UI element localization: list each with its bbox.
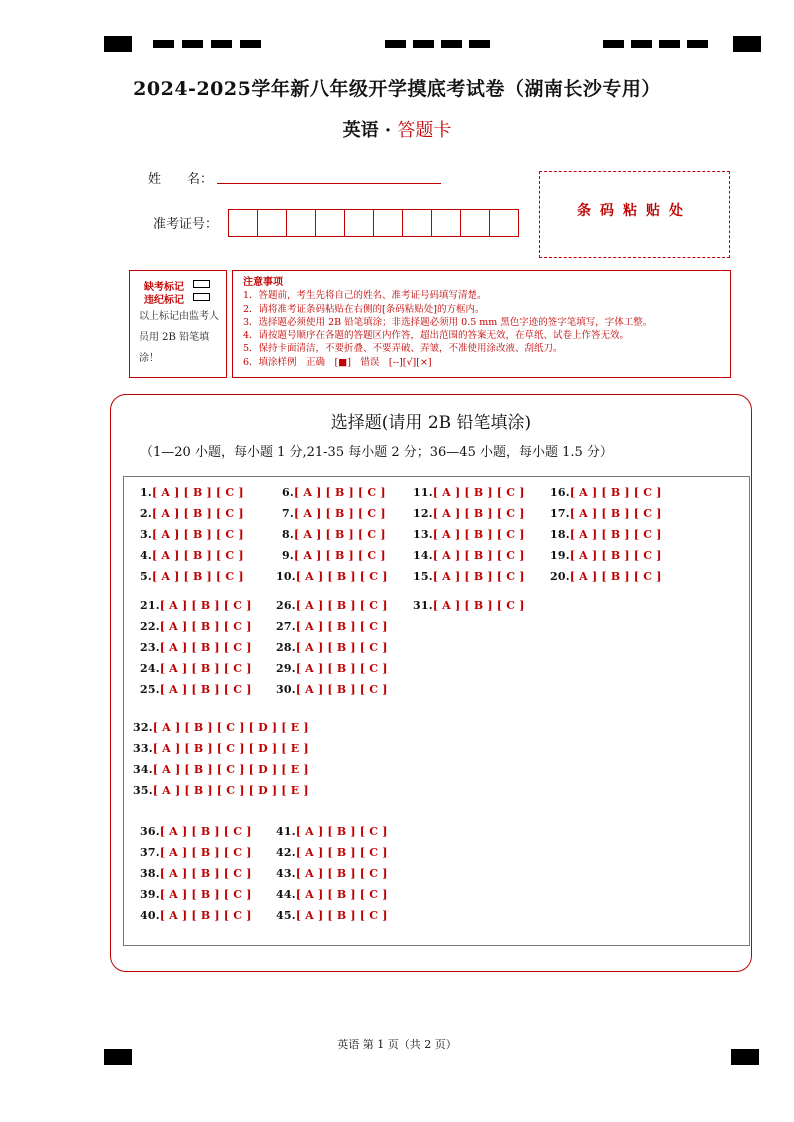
answer-options[interactable]: [ A ] [ B ] [ C ] <box>293 528 386 541</box>
answer-options[interactable]: [ A ] [ B ] [ C ] <box>151 486 244 499</box>
answer-options[interactable]: [ A ] [ B ] [ C ] <box>159 620 252 633</box>
proctor-note: 以上标记由监考人员用 2B 铅笔填涂！ <box>139 311 219 364</box>
timing-mark <box>469 40 490 48</box>
question-row[interactable] <box>276 641 388 654</box>
answer-options[interactable]: [ A ] [ B ] [ C ] <box>432 507 525 520</box>
exam-id-cell[interactable] <box>432 210 461 236</box>
answer-options[interactable]: [ A ] [ B ] [ C ] <box>159 599 252 612</box>
answer-options[interactable]: [ A ] [ B ] [ C ] <box>569 528 662 541</box>
name-label: 姓 名： <box>148 172 214 187</box>
question-row[interactable] <box>140 570 244 583</box>
question-number: 41. <box>276 825 296 838</box>
question-row[interactable] <box>550 507 662 520</box>
timing-mark <box>240 40 261 48</box>
answer-options[interactable]: [ A ] [ B ] [ C ] <box>295 662 388 675</box>
answer-options[interactable]: [ A ] [ B ] [ C ] <box>159 846 252 859</box>
question-number: 21. <box>140 599 160 612</box>
absent-checkbox[interactable] <box>193 280 210 288</box>
question-row[interactable] <box>413 507 525 520</box>
answer-options[interactable]: [ A ] [ B ] [ C ] [ D ] [ E ] <box>152 742 309 755</box>
timing-mark <box>659 40 680 48</box>
question-row[interactable] <box>550 528 662 541</box>
question-row[interactable] <box>276 888 388 901</box>
answer-options[interactable]: [ A ] [ B ] [ C ] <box>293 507 386 520</box>
answer-options[interactable]: [ A ] [ B ] [ C ] <box>295 909 388 922</box>
exam-id-cell[interactable] <box>490 210 518 236</box>
answer-options[interactable]: [ A ] [ B ] [ C ] <box>293 486 386 499</box>
corner-mark-top-right <box>733 36 761 52</box>
question-number: 9. <box>282 549 294 562</box>
question-number: 2. <box>140 507 152 520</box>
question-number: 40. <box>140 909 160 922</box>
question-number: 10. <box>276 570 296 583</box>
question-number: 44. <box>276 888 296 901</box>
question-row[interactable] <box>276 570 388 583</box>
question-number: 15. <box>413 570 433 583</box>
question-number: 12. <box>413 507 433 520</box>
question-number: 28. <box>276 641 296 654</box>
question-number: 4. <box>140 549 152 562</box>
question-row[interactable] <box>276 599 388 612</box>
answer-options[interactable]: [ A ] [ B ] [ C ] <box>295 620 388 633</box>
answer-options[interactable]: [ A ] [ B ] [ C ] <box>151 528 244 541</box>
exam-id-boxes[interactable] <box>228 209 519 237</box>
answer-options[interactable]: [ A ] [ B ] [ C ] <box>159 888 252 901</box>
question-row[interactable] <box>550 486 662 499</box>
page-title: 2024-2025学年新八年级开学摸底考试卷（湖南长沙专用） <box>133 78 661 100</box>
answer-options[interactable]: [ A ] [ B ] [ C ] <box>295 599 388 612</box>
question-number: 30. <box>276 683 296 696</box>
answer-options[interactable]: [ A ] [ B ] [ C ] <box>159 825 252 838</box>
question-number: 37. <box>140 846 160 859</box>
question-row[interactable] <box>133 784 309 797</box>
mc-instructions: （1—20 小题，每小题 1 分,21-35 每小题 2 分；36—45 小题，每小题 1.5 分） <box>140 445 613 460</box>
violation-mark-label: 违纪标记 <box>144 295 184 306</box>
question-row[interactable] <box>550 549 662 562</box>
violation-checkbox[interactable] <box>193 293 210 301</box>
answer-options[interactable]: [ A ] [ B ] [ C ] <box>432 486 525 499</box>
question-row[interactable] <box>276 825 388 838</box>
question-row[interactable] <box>550 570 662 583</box>
timing-mark <box>631 40 652 48</box>
answer-options[interactable]: [ A ] [ B ] [ C ] <box>151 549 244 562</box>
question-row[interactable] <box>276 846 388 859</box>
question-number: 31. <box>413 599 433 612</box>
question-row[interactable] <box>140 867 252 880</box>
answer-options[interactable]: [ A ] [ B ] [ C ] <box>159 683 252 696</box>
question-row[interactable] <box>413 528 525 541</box>
notice-item: 3．选择题必须使用 2B 铅笔填涂；非选择题必须用 0.5 mm 黑色字迹的签字笔填写，字体工整。 <box>243 316 653 328</box>
page-footer: 英语 第 1 页（共 2 页） <box>337 1038 457 1051</box>
question-row[interactable] <box>282 486 386 499</box>
question-row[interactable] <box>140 620 252 633</box>
question-number: 22. <box>140 620 160 633</box>
question-number: 27. <box>276 620 296 633</box>
question-row[interactable] <box>413 570 525 583</box>
question-row[interactable] <box>140 641 252 654</box>
timing-mark <box>385 40 406 48</box>
answer-options[interactable]: [ A ] [ B ] [ C ] <box>432 599 525 612</box>
exam-id-cell[interactable] <box>403 210 432 236</box>
answer-options[interactable]: [ A ] [ B ] [ C ] <box>295 825 388 838</box>
question-row[interactable] <box>276 867 388 880</box>
exam-id-cell[interactable] <box>345 210 374 236</box>
question-number: 39. <box>140 888 160 901</box>
barcode-label: 条码粘贴处 <box>577 203 692 219</box>
question-row[interactable] <box>276 683 388 696</box>
timing-mark <box>413 40 434 48</box>
question-number: 6. <box>282 486 294 499</box>
question-number: 38. <box>140 867 160 880</box>
question-row[interactable] <box>140 486 244 499</box>
question-number: 5. <box>140 570 152 583</box>
absent-mark-box <box>129 270 227 378</box>
answer-options[interactable]: [ A ] [ B ] [ C ] <box>159 909 252 922</box>
question-row[interactable] <box>140 528 244 541</box>
exam-id-cell[interactable] <box>374 210 403 236</box>
answer-options[interactable]: [ A ] [ B ] [ C ] [ D ] [ E ] <box>152 763 309 776</box>
barcode-area <box>539 171 730 258</box>
question-number: 29. <box>276 662 296 675</box>
mc-title: 选择题(请用 2B 铅笔填涂) <box>330 413 532 433</box>
question-number: 45. <box>276 909 296 922</box>
question-number: 16. <box>550 486 570 499</box>
subtitle-dot: · <box>384 120 392 141</box>
question-row[interactable] <box>140 909 252 922</box>
question-number: 17. <box>550 507 570 520</box>
question-row[interactable] <box>140 662 252 675</box>
question-number: 24. <box>140 662 160 675</box>
answer-options[interactable]: [ A ] [ B ] [ C ] <box>295 867 388 880</box>
timing-mark <box>153 40 174 48</box>
exam-id-cell[interactable] <box>461 210 490 236</box>
timing-mark <box>211 40 232 48</box>
answer-options[interactable]: [ A ] [ B ] [ C ] <box>295 888 388 901</box>
answer-options[interactable]: [ A ] [ B ] [ C ] [ D ] [ E ] <box>152 784 309 797</box>
notice-item: 4．请按题号顺序在各题的答题区内作答，超出范围的答案无效，在草纸、试卷上作答无效。 <box>243 330 630 342</box>
corner-mark-top-left <box>104 36 132 52</box>
exam-id-cell[interactable] <box>258 210 287 236</box>
question-number: 11. <box>413 486 433 499</box>
question-row[interactable] <box>140 846 252 859</box>
answer-card-label: 答题卡 <box>397 120 452 141</box>
question-row[interactable] <box>133 742 309 755</box>
question-number: 35. <box>133 784 153 797</box>
question-number: 14. <box>413 549 433 562</box>
card-subtitle <box>0 116 794 142</box>
question-row[interactable] <box>276 909 388 922</box>
question-number: 36. <box>140 825 160 838</box>
answer-options[interactable]: [ A ] [ B ] [ C ] <box>295 846 388 859</box>
question-row[interactable] <box>276 662 388 675</box>
exam-id-label: 准考证号： <box>153 217 219 232</box>
question-number: 33. <box>133 742 153 755</box>
question-number: 7. <box>282 507 294 520</box>
answer-options[interactable]: [ A ] [ B ] [ C ] <box>569 549 662 562</box>
question-number: 20. <box>550 570 570 583</box>
exam-id-cell[interactable] <box>316 210 345 236</box>
question-row[interactable] <box>413 599 525 612</box>
exam-id-cell[interactable] <box>287 210 316 236</box>
answer-options[interactable]: [ A ] [ B ] [ C ] <box>293 549 386 562</box>
question-number: 23. <box>140 641 160 654</box>
question-number: 34. <box>133 763 153 776</box>
timing-mark <box>182 40 203 48</box>
question-number: 13. <box>413 528 433 541</box>
question-number: 1. <box>140 486 152 499</box>
question-row[interactable] <box>282 528 386 541</box>
answer-options[interactable]: [ A ] [ B ] [ C ] <box>569 486 662 499</box>
notice-item: 6．填涂样例 正确 [■] 错误 [--][√][×] <box>243 356 432 368</box>
question-number: 26. <box>276 599 296 612</box>
question-row[interactable] <box>140 549 244 562</box>
question-number: 8. <box>282 528 294 541</box>
question-row[interactable] <box>413 486 525 499</box>
question-number: 19. <box>550 549 570 562</box>
question-number: 43. <box>276 867 296 880</box>
answer-options[interactable]: [ A ] [ B ] [ C ] <box>151 570 244 583</box>
question-row[interactable] <box>413 549 525 562</box>
question-row[interactable] <box>133 721 309 734</box>
answer-options[interactable]: [ A ] [ B ] [ C ] <box>569 570 662 583</box>
timing-mark <box>603 40 624 48</box>
question-number: 32. <box>133 721 153 734</box>
notice-heading: 注意事项 <box>243 277 283 288</box>
answer-options[interactable]: [ A ] [ B ] [ C ] <box>159 641 252 654</box>
question-row[interactable] <box>140 507 244 520</box>
question-row[interactable] <box>140 825 252 838</box>
question-row[interactable] <box>133 763 309 776</box>
name-field[interactable] <box>217 183 441 184</box>
answer-options[interactable]: [ A ] [ B ] [ C ] <box>159 867 252 880</box>
timing-mark <box>441 40 462 48</box>
notice-item: 2．请将准考证条码粘贴在右侧的[条码粘贴处]的方框内。 <box>243 303 485 315</box>
notice-item: 5．保持卡面清洁，不要折叠、不要弄破、弄皱，不准使用涂改液、刮纸刀。 <box>243 343 563 355</box>
question-row[interactable] <box>282 507 386 520</box>
subject-label: 英语 <box>342 120 379 141</box>
question-row[interactable] <box>282 549 386 562</box>
answer-options[interactable]: [ A ] [ B ] [ C ] <box>295 641 388 654</box>
answer-options[interactable]: [ A ] [ B ] [ C ] <box>569 507 662 520</box>
answer-options[interactable]: [ A ] [ B ] [ C ] <box>432 570 525 583</box>
notice-item: 1．答题前，考生先将自己的姓名、准考证号码填写清楚。 <box>243 290 487 302</box>
answer-options[interactable]: [ A ] [ B ] [ C ] <box>432 528 525 541</box>
notice-box <box>232 270 731 378</box>
answer-options[interactable]: [ A ] [ B ] [ C ] <box>432 549 525 562</box>
question-number: 42. <box>276 846 296 859</box>
question-row[interactable] <box>140 888 252 901</box>
answer-options[interactable]: [ A ] [ B ] [ C ] <box>295 683 388 696</box>
absent-mark-label: 缺考标记 <box>144 282 184 293</box>
answer-options[interactable]: [ A ] [ B ] [ C ] <box>295 570 388 583</box>
answer-options[interactable]: [ A ] [ B ] [ C ] <box>159 662 252 675</box>
question-number: 25. <box>140 683 160 696</box>
exam-id-cell[interactable] <box>229 210 258 236</box>
timing-mark <box>687 40 708 48</box>
answer-options[interactable]: [ A ] [ B ] [ C ] <box>151 507 244 520</box>
question-number: 18. <box>550 528 570 541</box>
answer-options[interactable]: [ A ] [ B ] [ C ] [ D ] [ E ] <box>152 721 309 734</box>
question-number: 3. <box>140 528 152 541</box>
question-row[interactable] <box>140 599 252 612</box>
question-row[interactable] <box>276 620 388 633</box>
question-row[interactable] <box>140 683 252 696</box>
